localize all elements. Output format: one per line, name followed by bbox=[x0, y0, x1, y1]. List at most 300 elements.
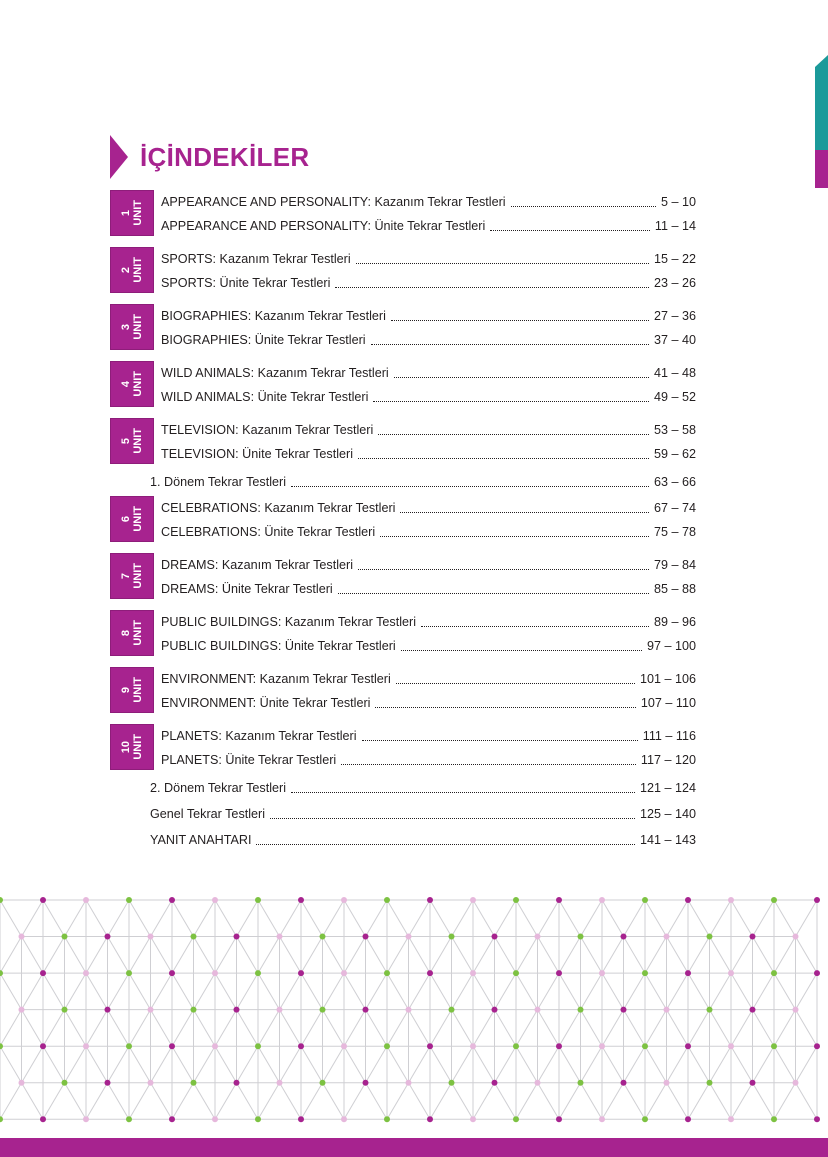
network-line bbox=[366, 1010, 388, 1047]
network-line bbox=[108, 1010, 130, 1047]
unit-badge bbox=[110, 553, 154, 599]
network-line bbox=[65, 900, 87, 937]
toc-entry[interactable] bbox=[161, 610, 696, 634]
page-range: 125 – 140 bbox=[639, 807, 696, 821]
network-node bbox=[513, 970, 519, 976]
network-node bbox=[599, 897, 605, 903]
page-range: 75 – 78 bbox=[653, 525, 696, 539]
network-line bbox=[430, 1010, 452, 1047]
network-line bbox=[86, 1046, 108, 1083]
network-line bbox=[645, 900, 667, 937]
network-line bbox=[452, 937, 474, 974]
page-range: 23 – 26 bbox=[653, 276, 696, 290]
network-line bbox=[602, 1010, 624, 1047]
dot-leader bbox=[400, 512, 649, 513]
network-line bbox=[602, 937, 624, 974]
network-line bbox=[430, 937, 452, 974]
unit-number: 4 bbox=[120, 380, 132, 388]
network-node bbox=[642, 897, 648, 903]
network-line bbox=[495, 1083, 517, 1120]
network-line bbox=[710, 973, 732, 1010]
network-node bbox=[320, 934, 326, 940]
network-line bbox=[237, 1046, 259, 1083]
network-line bbox=[710, 1010, 732, 1047]
unit-number: 10 bbox=[120, 740, 132, 754]
page-range: 101 – 106 bbox=[639, 672, 696, 686]
network-node bbox=[535, 1080, 541, 1086]
entry-title: DREAMS: Ünite Tekrar Testleri bbox=[161, 582, 333, 596]
network-line bbox=[452, 1046, 474, 1083]
network-node bbox=[750, 1007, 756, 1013]
network-node bbox=[728, 970, 734, 976]
page-range: 27 – 36 bbox=[653, 309, 696, 323]
network-line bbox=[731, 973, 753, 1010]
dot-leader bbox=[335, 287, 649, 288]
network-line bbox=[366, 937, 388, 974]
network-line bbox=[753, 1046, 775, 1083]
network-line bbox=[538, 1083, 560, 1120]
toc-entry[interactable] bbox=[150, 828, 696, 852]
network-line bbox=[753, 973, 775, 1010]
entry-title: PUBLIC BUILDINGS: Kazanım Tekrar Testleri bbox=[161, 615, 416, 629]
network-line bbox=[22, 900, 44, 937]
network-node bbox=[212, 1116, 218, 1122]
entry-title: SPORTS: Kazanım Tekrar Testleri bbox=[161, 252, 351, 266]
network-node bbox=[621, 1080, 627, 1086]
network-node bbox=[169, 897, 175, 903]
toc-entry[interactable] bbox=[161, 634, 696, 658]
toc-entry[interactable] bbox=[161, 418, 696, 442]
network-node bbox=[40, 897, 46, 903]
dot-leader bbox=[270, 818, 635, 819]
page-range: 63 – 66 bbox=[653, 475, 696, 489]
network-line bbox=[129, 1083, 151, 1120]
network-line bbox=[495, 1010, 517, 1047]
network-line bbox=[645, 937, 667, 974]
network-line bbox=[559, 900, 581, 937]
network-line bbox=[344, 937, 366, 974]
network-line bbox=[0, 937, 22, 974]
network-line bbox=[65, 937, 87, 974]
dot-leader bbox=[421, 626, 649, 627]
network-node bbox=[642, 1116, 648, 1122]
network-line bbox=[366, 1083, 388, 1120]
network-line bbox=[581, 1010, 603, 1047]
toc-entry[interactable] bbox=[161, 748, 696, 772]
network-node bbox=[707, 1080, 713, 1086]
entry-title: CELEBRATIONS: Kazanım Tekrar Testleri bbox=[161, 501, 396, 515]
network-line bbox=[280, 937, 302, 974]
network-line bbox=[86, 973, 108, 1010]
unit-badge bbox=[110, 496, 154, 542]
unit-group bbox=[110, 418, 696, 466]
network-line bbox=[0, 1046, 22, 1083]
network-line bbox=[280, 1046, 302, 1083]
unit-number: 2 bbox=[120, 266, 132, 274]
page-range: 121 – 124 bbox=[639, 781, 696, 795]
network-node bbox=[62, 1080, 68, 1086]
dot-leader bbox=[256, 844, 635, 845]
unit-label: UNIT bbox=[132, 371, 144, 397]
network-node bbox=[771, 970, 777, 976]
network-line bbox=[172, 1046, 194, 1083]
toc-entry[interactable] bbox=[161, 667, 696, 691]
network-line bbox=[645, 1010, 667, 1047]
network-line bbox=[258, 973, 280, 1010]
network-line bbox=[624, 1083, 646, 1120]
network-line bbox=[323, 973, 345, 1010]
page-title: İÇİNDEKİLER bbox=[140, 141, 310, 172]
network-node bbox=[621, 934, 627, 940]
network-line bbox=[43, 1083, 65, 1120]
dot-leader bbox=[358, 458, 649, 459]
network-line bbox=[581, 900, 603, 937]
unit-badge bbox=[110, 304, 154, 350]
network-line bbox=[710, 937, 732, 974]
network-line bbox=[688, 1046, 710, 1083]
network-node bbox=[62, 1007, 68, 1013]
dot-leader bbox=[511, 206, 656, 207]
entry-title: APPEARANCE AND PERSONALITY: Kazanım Tekrar Testleri bbox=[161, 195, 506, 209]
network-line bbox=[280, 973, 302, 1010]
network-node bbox=[212, 970, 218, 976]
network-node bbox=[255, 1043, 261, 1049]
page-range: 85 – 88 bbox=[653, 582, 696, 596]
network-node bbox=[298, 1043, 304, 1049]
network-node bbox=[750, 934, 756, 940]
network-line bbox=[323, 1010, 345, 1047]
network-node bbox=[556, 1043, 562, 1049]
network-node bbox=[728, 1043, 734, 1049]
network-node bbox=[19, 1007, 25, 1013]
network-line bbox=[65, 973, 87, 1010]
network-line bbox=[624, 900, 646, 937]
network-line bbox=[22, 1046, 44, 1083]
network-line bbox=[108, 1083, 130, 1120]
network-line bbox=[624, 973, 646, 1010]
network-line bbox=[559, 1046, 581, 1083]
network-line bbox=[108, 973, 130, 1010]
network-line bbox=[559, 1010, 581, 1047]
network-node bbox=[191, 1007, 197, 1013]
network-line bbox=[323, 1046, 345, 1083]
network-line bbox=[516, 1010, 538, 1047]
network-line bbox=[237, 937, 259, 974]
network-line bbox=[215, 973, 237, 1010]
network-line bbox=[387, 1046, 409, 1083]
toc-entry[interactable] bbox=[150, 470, 696, 494]
toc-entry[interactable] bbox=[161, 553, 696, 577]
network-node bbox=[341, 970, 347, 976]
network-line bbox=[22, 973, 44, 1010]
network-line bbox=[108, 1046, 130, 1083]
network-node bbox=[513, 1116, 519, 1122]
network-line bbox=[258, 1010, 280, 1047]
entry-title: CELEBRATIONS: Ünite Tekrar Testleri bbox=[161, 525, 376, 539]
toc-entry[interactable] bbox=[161, 247, 696, 271]
network-line bbox=[215, 1083, 237, 1120]
network-node bbox=[513, 1043, 519, 1049]
network-node bbox=[363, 934, 369, 940]
network-node bbox=[793, 934, 799, 940]
network-line bbox=[0, 1083, 22, 1120]
unit-label: UNIT bbox=[132, 563, 144, 589]
network-line bbox=[258, 900, 280, 937]
network-line bbox=[731, 1083, 753, 1120]
network-line bbox=[645, 1083, 667, 1120]
toc-entry[interactable] bbox=[161, 691, 696, 715]
network-line bbox=[151, 973, 173, 1010]
unit-number: 8 bbox=[120, 629, 132, 637]
network-line bbox=[215, 937, 237, 974]
network-line bbox=[194, 1010, 216, 1047]
network-node bbox=[470, 1043, 476, 1049]
network-node bbox=[40, 1043, 46, 1049]
network-node bbox=[728, 1116, 734, 1122]
network-line bbox=[194, 900, 216, 937]
toc-entry[interactable] bbox=[161, 496, 696, 520]
network-node bbox=[556, 897, 562, 903]
toc-entry[interactable] bbox=[150, 802, 696, 826]
page-range: 67 – 74 bbox=[653, 501, 696, 515]
network-node bbox=[707, 1007, 713, 1013]
network-line bbox=[430, 973, 452, 1010]
network-line bbox=[344, 1083, 366, 1120]
unit-group bbox=[110, 190, 696, 238]
dot-leader bbox=[371, 344, 649, 345]
unit-label: UNIT bbox=[132, 428, 144, 454]
network-node bbox=[599, 970, 605, 976]
unit-group bbox=[110, 247, 696, 295]
network-node bbox=[492, 1007, 498, 1013]
network-node bbox=[83, 897, 89, 903]
network-node bbox=[793, 1007, 799, 1013]
network-line bbox=[495, 1046, 517, 1083]
network-line bbox=[151, 1046, 173, 1083]
network-line bbox=[602, 900, 624, 937]
network-line bbox=[86, 937, 108, 974]
toc-entry[interactable] bbox=[161, 361, 696, 385]
network-node bbox=[556, 1116, 562, 1122]
network-line bbox=[172, 973, 194, 1010]
page-range: 141 – 143 bbox=[639, 833, 696, 847]
network-node bbox=[771, 897, 777, 903]
network-line bbox=[559, 973, 581, 1010]
network-line bbox=[774, 1046, 796, 1083]
toc-entry[interactable] bbox=[161, 271, 696, 295]
network-line bbox=[753, 937, 775, 974]
network-node bbox=[685, 897, 691, 903]
network-line bbox=[796, 1083, 818, 1120]
entry-title: 2. Dönem Tekrar Testleri bbox=[150, 781, 287, 795]
entry-title: PLANETS: Ünite Tekrar Testleri bbox=[161, 753, 337, 767]
network-line bbox=[710, 900, 732, 937]
network-node bbox=[599, 1043, 605, 1049]
network-line bbox=[516, 937, 538, 974]
network-line bbox=[43, 1010, 65, 1047]
page-range: 15 – 22 bbox=[653, 252, 696, 266]
unit-group bbox=[110, 667, 696, 715]
network-node bbox=[191, 934, 197, 940]
toc-entry[interactable] bbox=[161, 442, 696, 466]
network-line bbox=[753, 1083, 775, 1120]
unit-number: 3 bbox=[120, 323, 132, 331]
unit-badge bbox=[110, 361, 154, 407]
network-line bbox=[129, 900, 151, 937]
dot-leader bbox=[401, 650, 642, 651]
network-line bbox=[323, 1083, 345, 1120]
dot-leader bbox=[378, 434, 649, 435]
network-node bbox=[470, 897, 476, 903]
network-node bbox=[40, 1116, 46, 1122]
unit-number: 7 bbox=[120, 572, 132, 580]
network-line bbox=[108, 937, 130, 974]
table-of-contents bbox=[110, 190, 696, 854]
network-line bbox=[516, 973, 538, 1010]
network-line bbox=[258, 1046, 280, 1083]
unit-number: 5 bbox=[120, 437, 132, 445]
unit-number: 9 bbox=[120, 686, 132, 694]
network-line bbox=[516, 900, 538, 937]
network-line bbox=[194, 973, 216, 1010]
dot-leader bbox=[358, 569, 649, 570]
network-line bbox=[387, 937, 409, 974]
network-line bbox=[581, 937, 603, 974]
dot-leader bbox=[394, 377, 649, 378]
network-line bbox=[194, 937, 216, 974]
dot-leader bbox=[490, 230, 650, 231]
network-line bbox=[172, 1010, 194, 1047]
page-range: 37 – 40 bbox=[653, 333, 696, 347]
network-line bbox=[43, 1046, 65, 1083]
unit-group bbox=[110, 724, 696, 772]
network-line bbox=[409, 973, 431, 1010]
toc-entry[interactable] bbox=[161, 328, 696, 352]
dot-leader bbox=[356, 263, 649, 264]
toc-entry[interactable] bbox=[161, 577, 696, 601]
network-line bbox=[409, 1083, 431, 1120]
network-line bbox=[731, 1010, 753, 1047]
entry-title: Genel Tekrar Testleri bbox=[150, 807, 266, 821]
entry-title: APPEARANCE AND PERSONALITY: Ünite Tekrar Testleri bbox=[161, 219, 486, 233]
network-line bbox=[86, 1083, 108, 1120]
toc-entry[interactable] bbox=[161, 724, 696, 748]
entry-title: ENVIRONMENT: Ünite Tekrar Testleri bbox=[161, 696, 371, 710]
network-line bbox=[151, 1083, 173, 1120]
network-line bbox=[237, 1010, 259, 1047]
network-node bbox=[298, 970, 304, 976]
network-node bbox=[449, 1007, 455, 1013]
network-node bbox=[814, 970, 820, 976]
network-line bbox=[344, 900, 366, 937]
network-node bbox=[148, 1080, 154, 1086]
network-line bbox=[194, 1046, 216, 1083]
network-line bbox=[774, 1083, 796, 1120]
toc-entry[interactable] bbox=[161, 190, 696, 214]
dot-leader bbox=[338, 593, 649, 594]
network-node bbox=[771, 1043, 777, 1049]
network-line bbox=[452, 900, 474, 937]
network-node bbox=[771, 1116, 777, 1122]
network-line bbox=[495, 900, 517, 937]
network-node bbox=[0, 970, 3, 976]
network-line bbox=[344, 973, 366, 1010]
network-node bbox=[341, 1043, 347, 1049]
network-node bbox=[664, 934, 670, 940]
toc-entry[interactable] bbox=[161, 304, 696, 328]
network-node bbox=[148, 934, 154, 940]
network-node bbox=[62, 934, 68, 940]
network-node bbox=[535, 934, 541, 940]
network-line bbox=[0, 973, 22, 1010]
network-node bbox=[685, 970, 691, 976]
network-line bbox=[538, 1046, 560, 1083]
network-line bbox=[151, 900, 173, 937]
unit-group bbox=[110, 304, 696, 352]
network-line bbox=[581, 973, 603, 1010]
network-line bbox=[301, 900, 323, 937]
network-line bbox=[538, 937, 560, 974]
network-line bbox=[237, 1083, 259, 1120]
network-node bbox=[578, 1007, 584, 1013]
unit-label: UNIT bbox=[132, 620, 144, 646]
network-line bbox=[602, 1046, 624, 1083]
network-line bbox=[280, 900, 302, 937]
network-line bbox=[624, 1010, 646, 1047]
network-node bbox=[105, 1007, 111, 1013]
network-line bbox=[301, 937, 323, 974]
network-node bbox=[406, 934, 412, 940]
network-node bbox=[513, 897, 519, 903]
network-line bbox=[22, 1010, 44, 1047]
dot-leader bbox=[391, 320, 649, 321]
entry-title: ENVIRONMENT: Kazanım Tekrar Testleri bbox=[161, 672, 391, 686]
network-node bbox=[449, 934, 455, 940]
toc-entry[interactable] bbox=[150, 776, 696, 800]
entry-title: TELEVISION: Ünite Tekrar Testleri bbox=[161, 447, 354, 461]
network-line bbox=[129, 973, 151, 1010]
corner-tab-shape bbox=[815, 55, 828, 190]
network-line bbox=[473, 1010, 495, 1047]
toc-entry[interactable] bbox=[161, 214, 696, 238]
network-line bbox=[323, 900, 345, 937]
network-line bbox=[667, 900, 689, 937]
network-line bbox=[667, 937, 689, 974]
network-node bbox=[169, 1116, 175, 1122]
unit-label: UNIT bbox=[132, 506, 144, 532]
network-node bbox=[277, 1007, 283, 1013]
network-node bbox=[664, 1080, 670, 1086]
network-node bbox=[535, 1007, 541, 1013]
network-line bbox=[301, 1010, 323, 1047]
network-line bbox=[559, 937, 581, 974]
network-line bbox=[538, 1010, 560, 1047]
entry-title: PLANETS: Kazanım Tekrar Testleri bbox=[161, 729, 357, 743]
network-node bbox=[427, 897, 433, 903]
network-line bbox=[129, 937, 151, 974]
network-node bbox=[169, 970, 175, 976]
network-line bbox=[409, 1046, 431, 1083]
network-line bbox=[215, 1046, 237, 1083]
toc-entry[interactable] bbox=[161, 520, 696, 544]
network-node bbox=[83, 1043, 89, 1049]
network-node bbox=[169, 1043, 175, 1049]
toc-entry[interactable] bbox=[161, 385, 696, 409]
network-node bbox=[126, 970, 132, 976]
network-line bbox=[473, 1046, 495, 1083]
network-line bbox=[344, 1046, 366, 1083]
network-line bbox=[710, 1083, 732, 1120]
